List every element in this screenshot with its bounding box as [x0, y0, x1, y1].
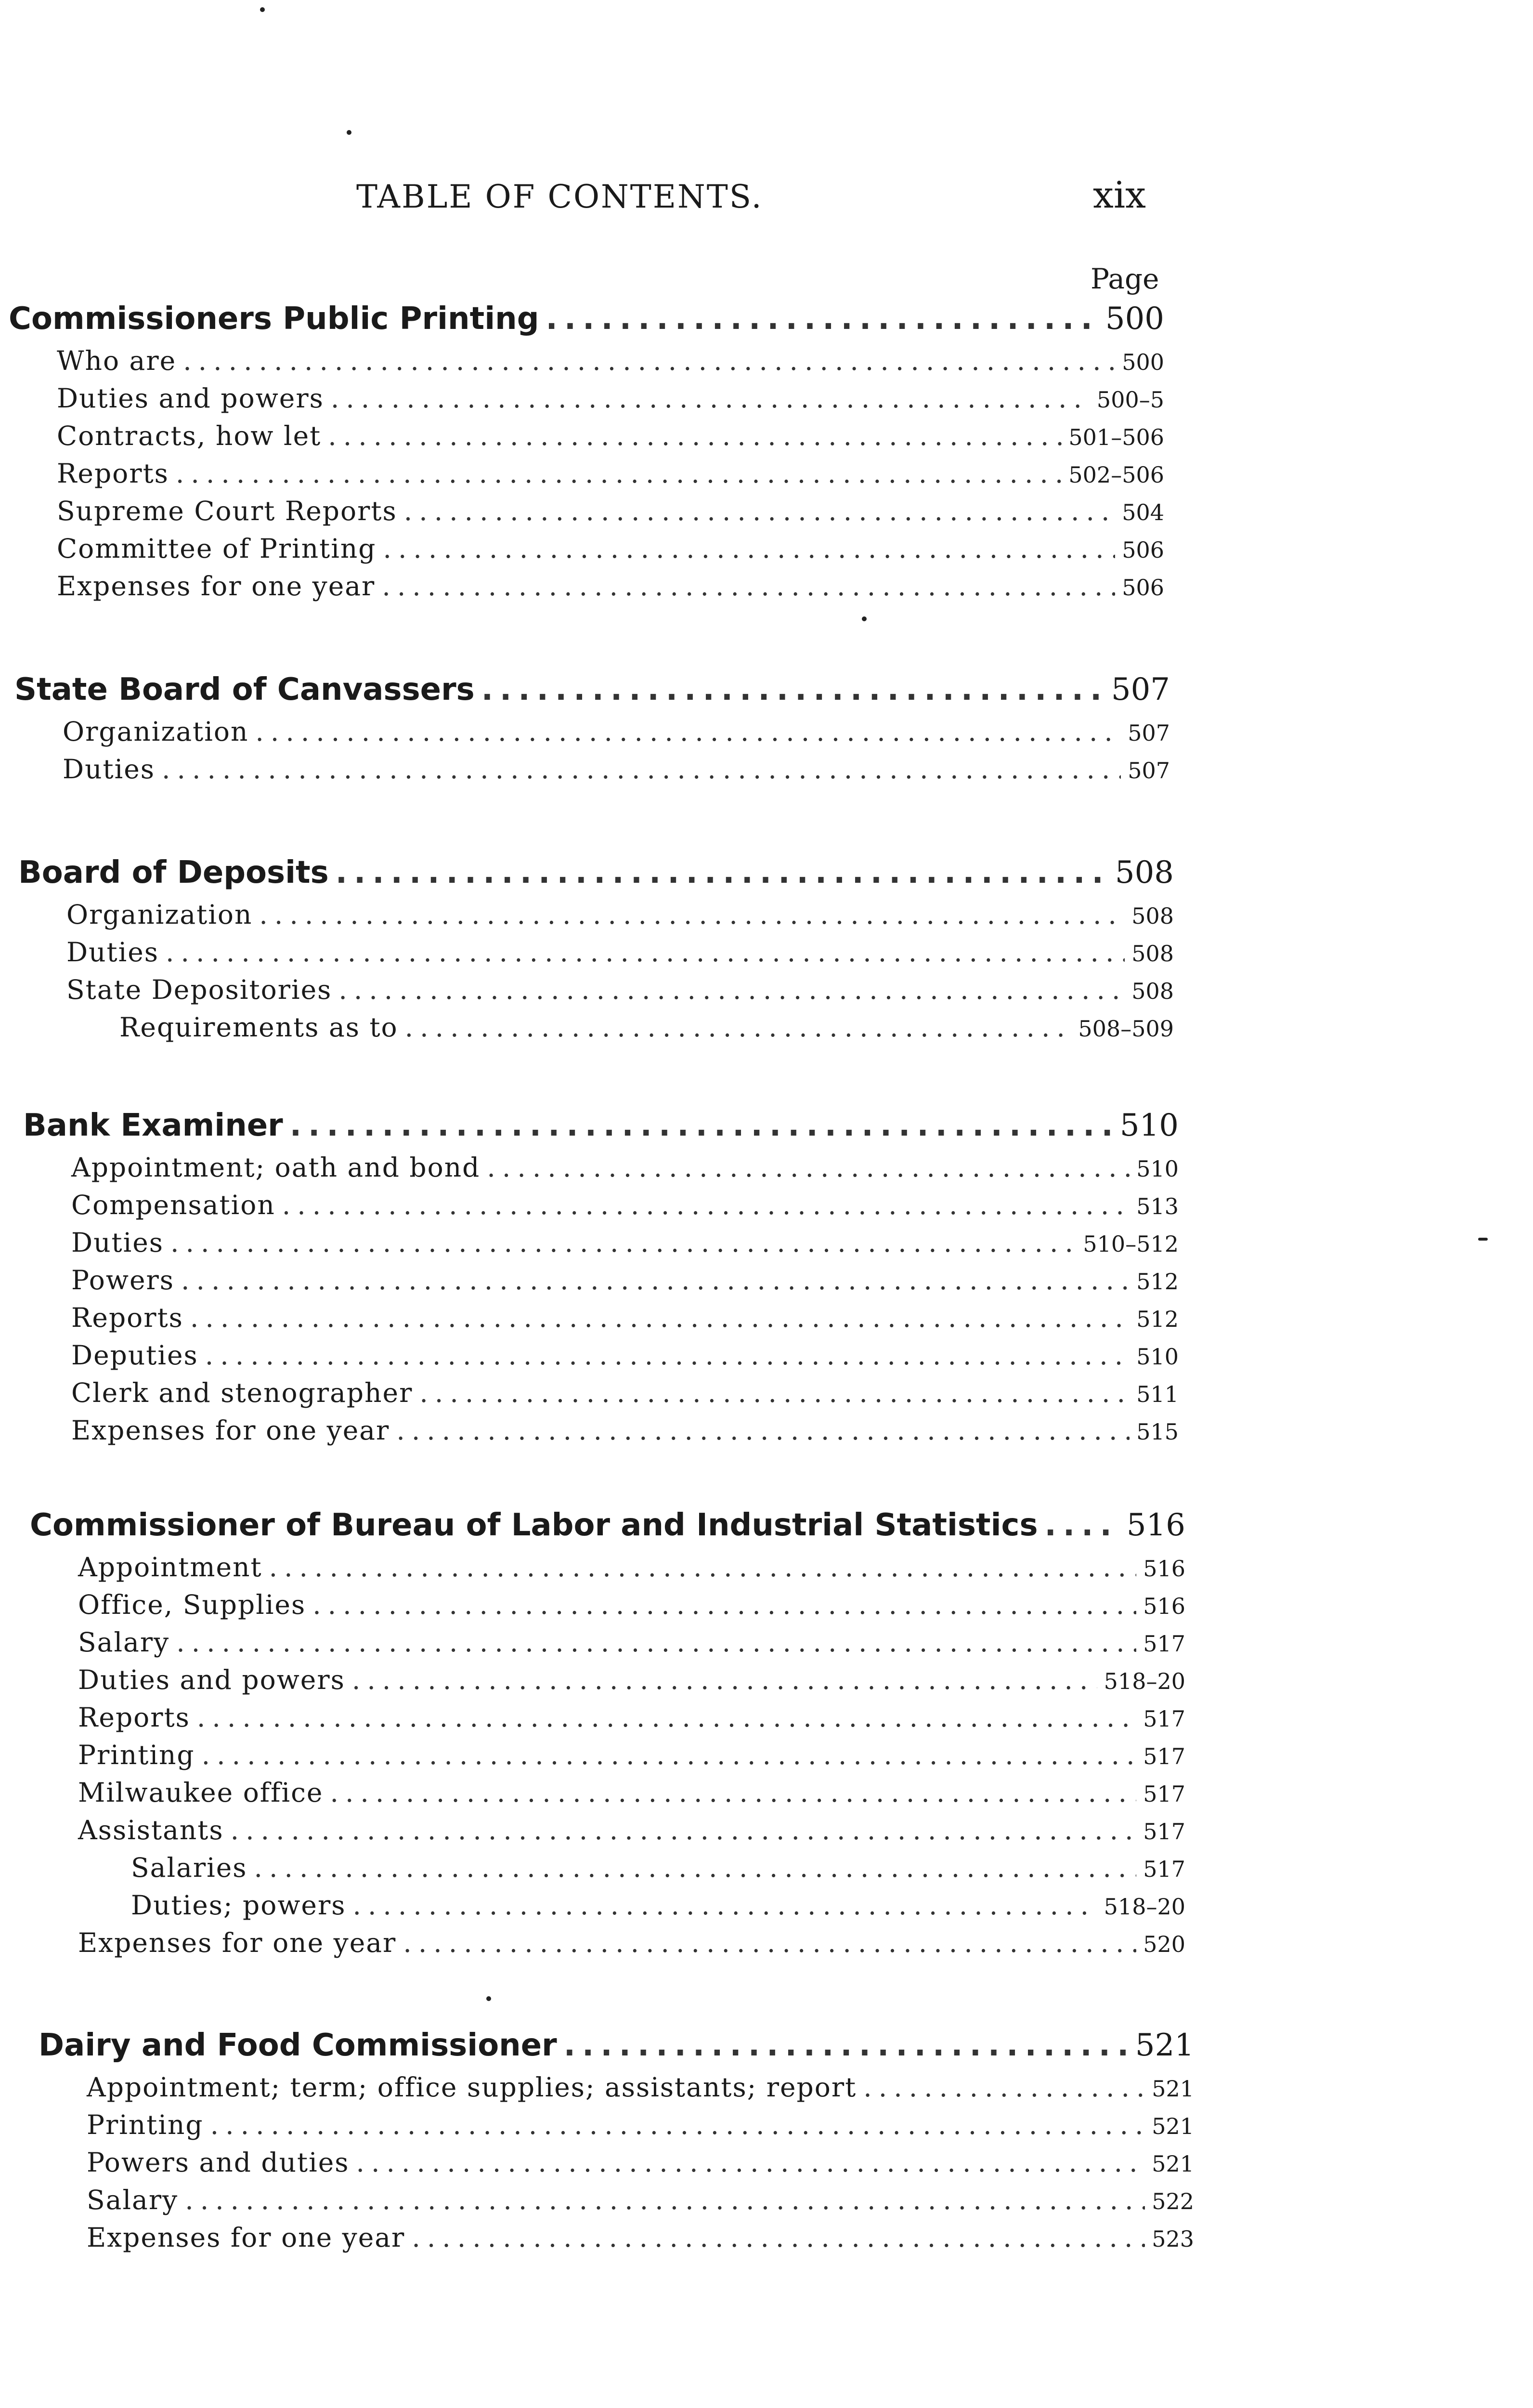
leader-dots [255, 716, 1121, 747]
toc-section [18, 855, 1174, 1049]
entry-label: Clerk and stenographer [71, 1377, 413, 1408]
entry-label: Appointment [78, 1552, 262, 1583]
entry-page: 508 [1131, 941, 1174, 967]
leader-dots [282, 1190, 1130, 1220]
entry-label: Milwaukee office [78, 1777, 324, 1808]
scan-speck [486, 1996, 491, 2001]
toc-entry[interactable] [9, 420, 1164, 458]
entry-label: Salary [87, 2185, 179, 2215]
entry-page: 518–20 [1104, 1668, 1185, 1694]
entry-page: 522 [1152, 2188, 1194, 2214]
leader-dots [197, 1702, 1136, 1733]
leader-dots [170, 1227, 1076, 1258]
leader-dots [269, 1552, 1137, 1583]
toc-subentry[interactable] [30, 1890, 1185, 1927]
entry-label: Appointment; oath and bond [71, 1152, 481, 1183]
entry-page: 512 [1136, 1306, 1179, 1332]
entry-page: 500 [1122, 349, 1164, 375]
leader-dots [487, 1152, 1130, 1183]
entry-page: 511 [1136, 1381, 1179, 1407]
entry-label: Expenses for one year [71, 1415, 390, 1446]
leader-dots [210, 2109, 1145, 2140]
entry-page: 520 [1143, 1931, 1185, 1957]
leader-dots [546, 301, 1099, 337]
leader-dots [162, 754, 1121, 785]
toc-entry[interactable] [23, 1152, 1179, 1190]
entry-page: 508–509 [1078, 1016, 1174, 1042]
page-number: xix [1093, 173, 1146, 216]
entry-page: 502–506 [1068, 462, 1164, 488]
toc-entry[interactable] [30, 1589, 1185, 1627]
leader-dots [181, 1265, 1130, 1296]
entry-label: Duties and powers [78, 1664, 345, 1695]
leader-dots [352, 1890, 1097, 1921]
toc-entry[interactable] [9, 571, 1164, 608]
section-heading: Commissioner of Bureau of Labor and Industrial Statistics [30, 1507, 1038, 1543]
entry-label: Salaries [131, 1852, 247, 1883]
entry-label: Reports [78, 1702, 190, 1733]
toc-entry[interactable] [30, 1740, 1185, 1777]
entry-page: 518–20 [1104, 1894, 1185, 1920]
entry-page: 508 [1131, 978, 1174, 1004]
entry-label: Duties and powers [57, 383, 324, 414]
entry-page: 517 [1143, 1781, 1185, 1807]
toc-entry[interactable] [14, 716, 1170, 754]
entry-page: 516 [1143, 1593, 1185, 1619]
toc-entry[interactable] [23, 1415, 1179, 1453]
entry-label: Requirements as to [119, 1012, 398, 1043]
entry-label: Powers [71, 1265, 175, 1296]
toc-section [14, 672, 1170, 791]
toc-entry[interactable] [23, 1265, 1179, 1302]
entry-label: Duties; powers [131, 1890, 346, 1921]
entry-page: 513 [1136, 1193, 1179, 1219]
entry-page: 517 [1143, 1743, 1185, 1769]
section-page: 516 [1126, 1507, 1185, 1543]
toc-subentry[interactable] [18, 1012, 1174, 1049]
section-heading-row[interactable] [9, 301, 1164, 341]
scan-speck [862, 616, 867, 621]
toc-entry[interactable] [23, 1227, 1179, 1265]
leader-dots [202, 1740, 1137, 1770]
entry-label: Contracts, how let [57, 420, 322, 451]
leader-dots [405, 1012, 1072, 1043]
leader-dots [564, 2028, 1129, 2063]
toc-entry[interactable] [14, 754, 1170, 791]
leader-dots [231, 1815, 1137, 1845]
entry-label: Who are [57, 345, 177, 376]
entry-page: 507 [1128, 758, 1170, 784]
leader-dots [336, 855, 1108, 890]
entry-label: State Depositories [66, 974, 332, 1005]
leader-dots [176, 1627, 1136, 1658]
leader-dots [185, 2185, 1145, 2215]
entry-label: Expenses for one year [87, 2222, 405, 2253]
toc-entry[interactable] [18, 899, 1174, 937]
leader-dots [290, 1108, 1113, 1143]
section-heading-row[interactable] [14, 672, 1170, 712]
toc-entry[interactable] [39, 2185, 1194, 2222]
entry-page: 501–506 [1068, 424, 1164, 450]
section-page: 500 [1105, 301, 1164, 337]
entry-label: Committee of Printing [57, 533, 377, 564]
leader-dots [330, 1777, 1136, 1808]
toc-entry[interactable] [30, 1927, 1185, 1965]
toc-section [30, 1507, 1185, 1965]
toc-entry[interactable] [39, 2222, 1194, 2260]
section-page: 521 [1135, 2028, 1194, 2063]
leader-dots [205, 1340, 1130, 1371]
entry-label: Duties [63, 754, 155, 785]
section-heading-row[interactable] [39, 2028, 1194, 2068]
toc-entry[interactable] [39, 2072, 1194, 2109]
entry-label: Printing [87, 2109, 204, 2140]
entry-page: 515 [1136, 1419, 1179, 1445]
leader-dots [481, 672, 1104, 707]
entry-page: 508 [1131, 903, 1174, 929]
entry-label: Deputies [71, 1340, 198, 1371]
toc-entry[interactable] [30, 1702, 1185, 1740]
toc-entry[interactable] [18, 974, 1174, 1012]
leader-dots [328, 420, 1062, 451]
leader-dots [412, 2222, 1145, 2253]
section-heading-row[interactable] [30, 1507, 1185, 1548]
leader-dots [331, 383, 1090, 414]
entry-page: 521 [1152, 2151, 1194, 2177]
entry-page: 504 [1122, 499, 1164, 525]
leader-dots [383, 533, 1115, 564]
entry-page: 510 [1136, 1344, 1179, 1370]
toc-entry[interactable] [23, 1190, 1179, 1227]
toc-entry[interactable] [30, 1664, 1185, 1702]
section-page: 510 [1119, 1108, 1179, 1143]
entry-label: Organization [66, 899, 253, 930]
leader-dots [396, 1415, 1130, 1446]
toc-subentry[interactable] [30, 1852, 1185, 1890]
leader-dots [190, 1302, 1130, 1333]
section-heading: Dairy and Food Commissioner [39, 2028, 557, 2063]
section-heading: Board of Deposits [18, 855, 329, 890]
leader-dots [382, 571, 1115, 602]
entry-page: 512 [1136, 1269, 1179, 1295]
toc-entry[interactable] [9, 533, 1164, 571]
section-heading: State Board of Canvassers [14, 672, 475, 707]
section-heading-row[interactable] [18, 855, 1174, 895]
section-heading-row[interactable] [23, 1108, 1179, 1148]
scan-speck [260, 7, 265, 12]
section-page: 507 [1111, 672, 1170, 707]
toc-entry[interactable] [30, 1777, 1185, 1815]
toc-section [39, 2028, 1194, 2260]
toc-entry[interactable] [23, 1302, 1179, 1340]
toc-entry[interactable] [39, 2109, 1194, 2147]
entry-page: 523 [1152, 2226, 1194, 2252]
leader-dots [254, 1852, 1137, 1883]
toc-section [9, 301, 1164, 608]
entry-page: 517 [1143, 1856, 1185, 1882]
leader-dots [419, 1377, 1130, 1408]
entry-label: Office, Supplies [78, 1589, 306, 1620]
entry-page: 517 [1143, 1819, 1185, 1845]
entry-page: 510 [1136, 1156, 1179, 1182]
toc-entry[interactable] [23, 1377, 1179, 1415]
leader-dots [863, 2072, 1145, 2103]
toc-entry[interactable] [9, 458, 1164, 496]
entry-page: 506 [1122, 575, 1164, 601]
toc-entry[interactable] [9, 496, 1164, 533]
scan-speck [347, 130, 351, 135]
leader-dots [166, 937, 1125, 968]
entry-label: Compensation [71, 1190, 275, 1220]
entry-label: Powers and duties [87, 2147, 350, 2178]
entry-page: 506 [1122, 537, 1164, 563]
entry-label: Salary [78, 1627, 170, 1658]
entry-label: Reports [71, 1302, 183, 1333]
leader-dots [176, 458, 1062, 489]
entry-label: Supreme Court Reports [57, 496, 397, 526]
toc-entry[interactable] [23, 1340, 1179, 1377]
leader-dots [356, 2147, 1145, 2178]
page-column-label: Page [1091, 262, 1159, 295]
entry-page: 521 [1152, 2076, 1194, 2102]
toc-entry[interactable] [18, 937, 1174, 974]
leader-dots [404, 496, 1115, 526]
entry-page: 517 [1143, 1706, 1185, 1732]
section-heading: Bank Examiner [23, 1108, 283, 1143]
leader-dots [259, 899, 1125, 930]
entry-page: 517 [1143, 1631, 1185, 1657]
toc-entry[interactable] [9, 383, 1164, 420]
entry-label: Expenses for one year [78, 1927, 397, 1958]
leader-dots [1045, 1507, 1120, 1543]
entry-label: Duties [71, 1227, 164, 1258]
scan-speck [1478, 1238, 1488, 1241]
entry-label: Reports [57, 458, 169, 489]
leader-dots [312, 1589, 1136, 1620]
entry-page: 510–512 [1083, 1231, 1179, 1257]
entry-page: 500–5 [1096, 387, 1164, 413]
running-head: TABLE OF CONTENTS. [356, 178, 763, 215]
leader-dots [338, 974, 1125, 1005]
section-heading: Commissioners Public Printing [9, 301, 539, 337]
entry-page: 521 [1152, 2113, 1194, 2139]
toc-entry[interactable] [30, 1815, 1185, 1852]
leader-dots [352, 1664, 1097, 1695]
toc-section [23, 1108, 1179, 1453]
toc-entry[interactable] [39, 2147, 1194, 2185]
leader-dots [403, 1927, 1136, 1958]
toc-entry[interactable] [30, 1552, 1185, 1589]
entry-label: Appointment; term; office supplies; assistants; report [87, 2072, 857, 2103]
entry-page: 507 [1128, 720, 1170, 746]
entry-label: Expenses for one year [57, 571, 376, 602]
entry-label: Duties [66, 937, 159, 968]
leader-dots [183, 345, 1115, 376]
entry-label: Assistants [78, 1815, 224, 1845]
entry-label: Organization [63, 716, 249, 747]
section-page: 508 [1115, 855, 1174, 890]
toc-entry[interactable] [9, 345, 1164, 383]
entry-label: Printing [78, 1740, 195, 1770]
toc-entry[interactable] [30, 1627, 1185, 1664]
entry-page: 516 [1143, 1556, 1185, 1582]
